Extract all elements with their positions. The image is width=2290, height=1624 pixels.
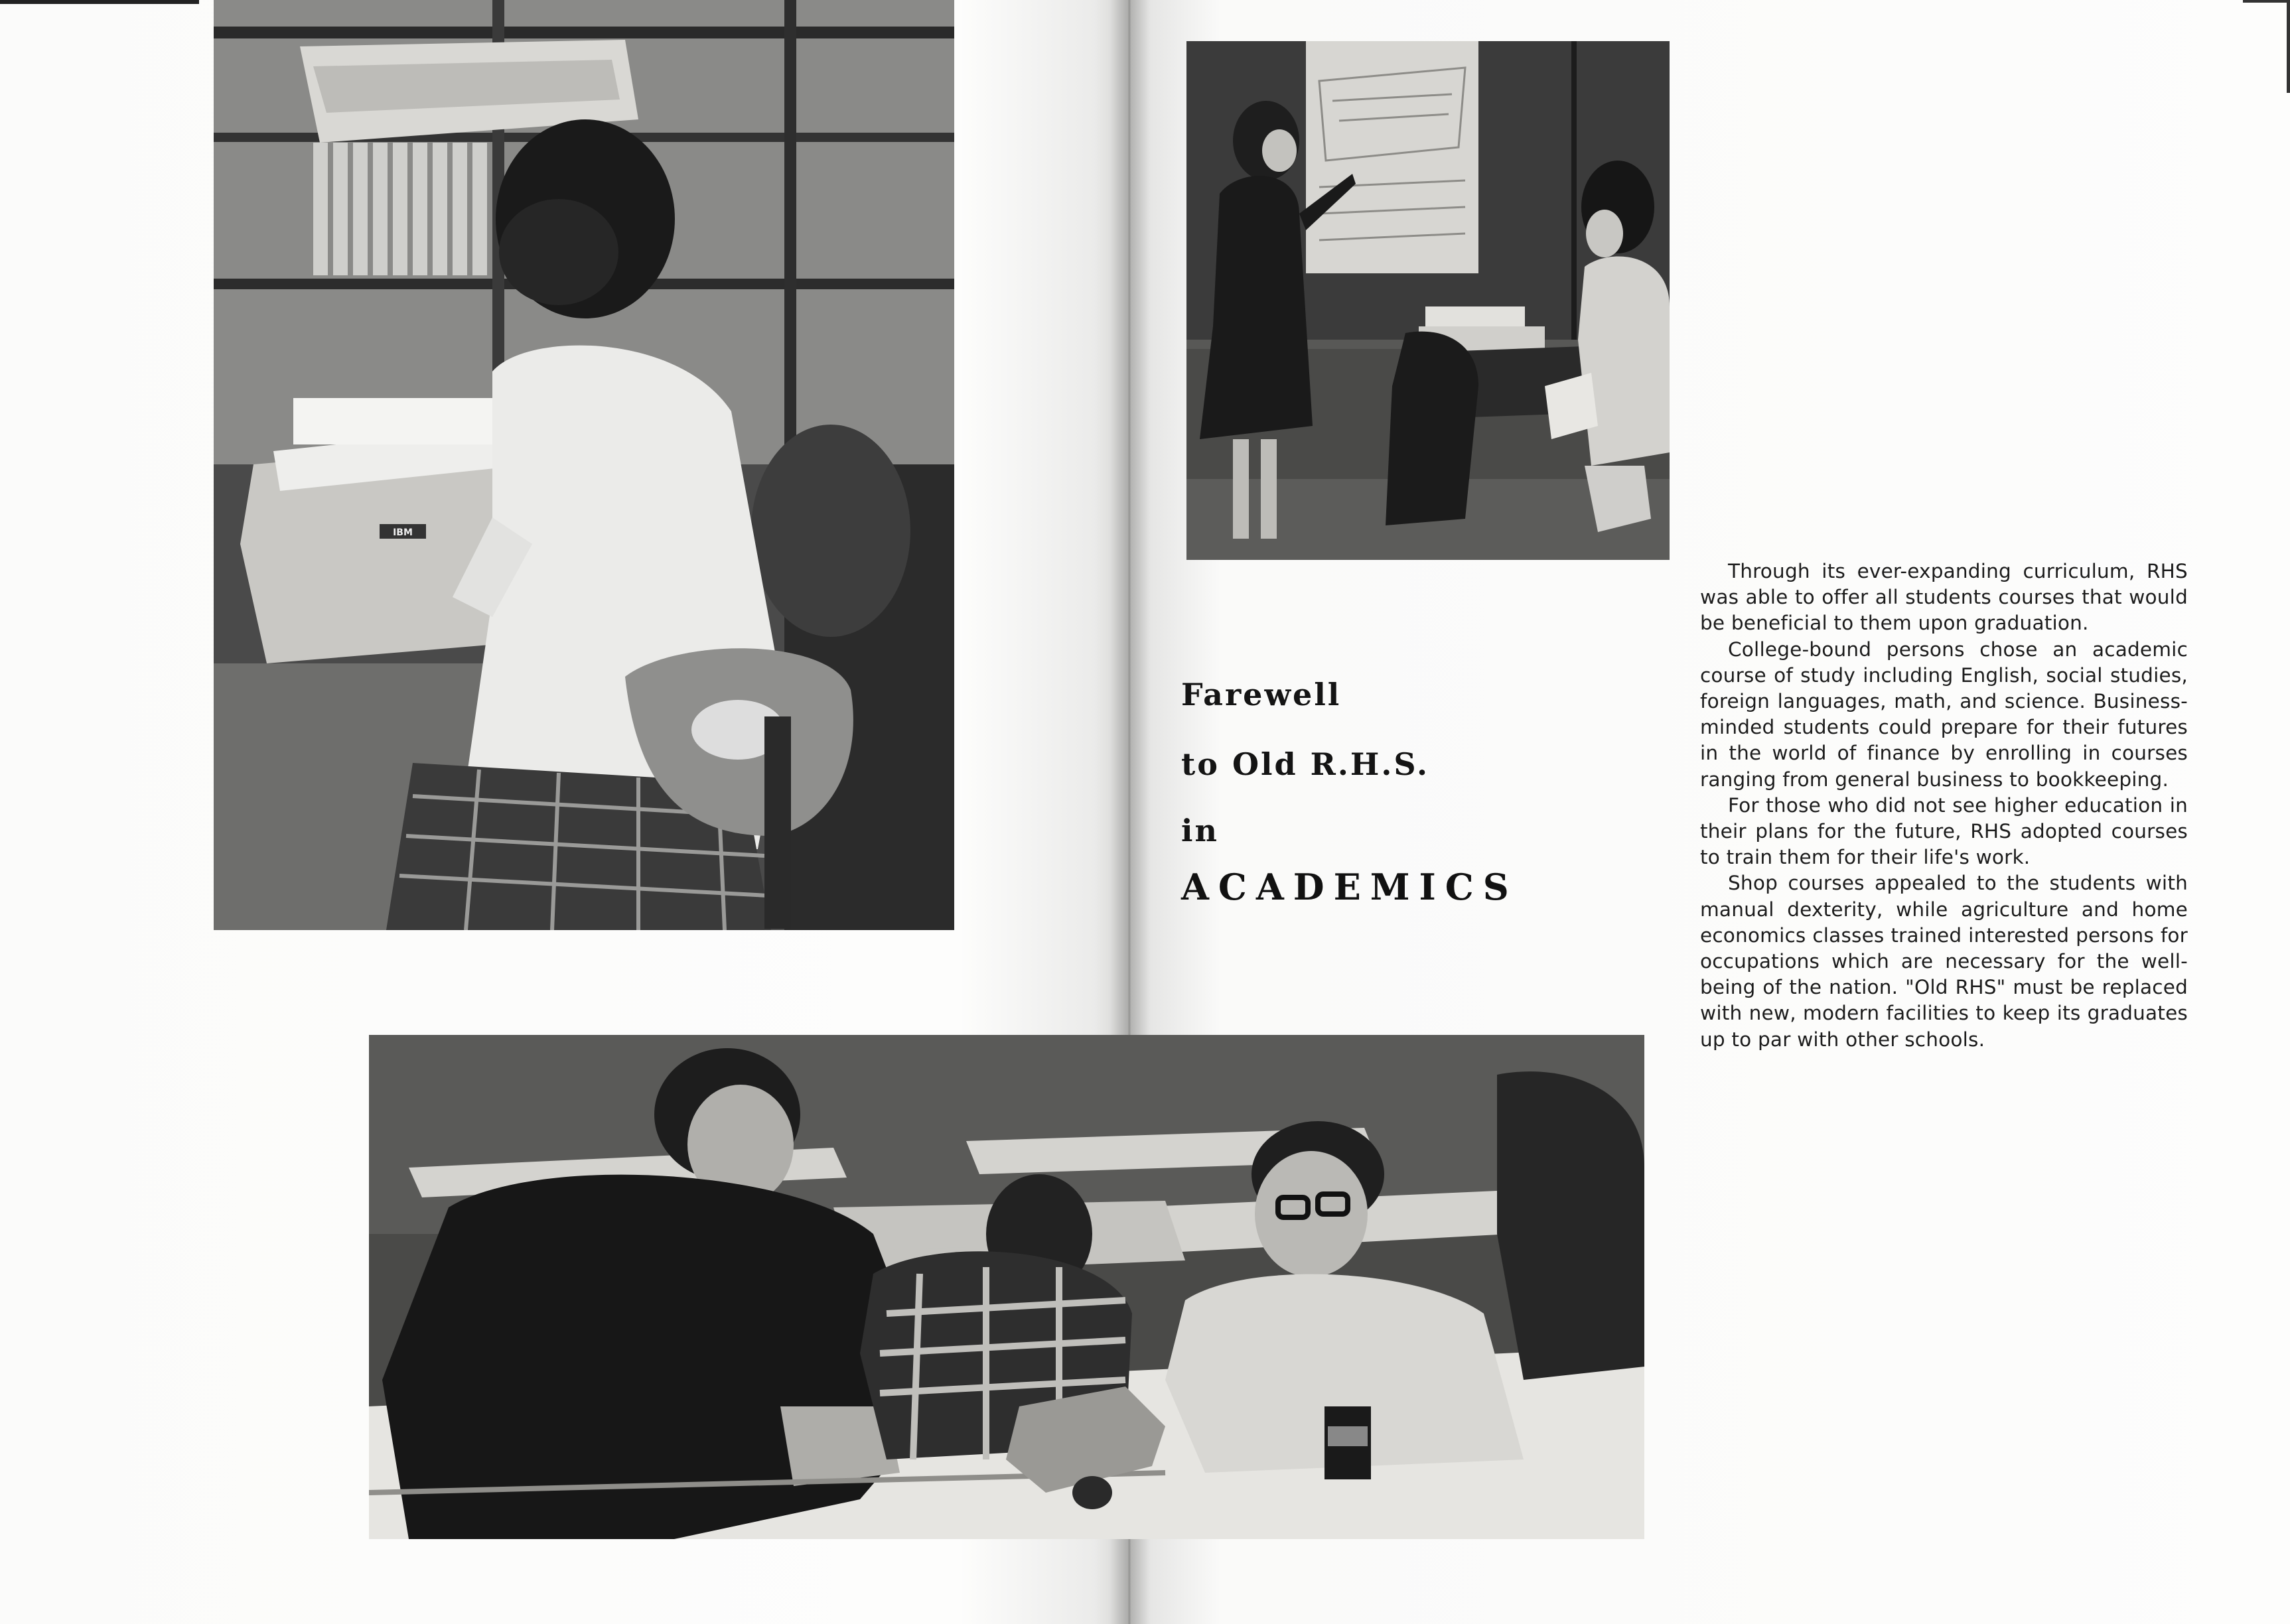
heading-line-farewell: Farewell: [1181, 677, 1342, 712]
body-text: [1700, 559, 2188, 1053]
page-edge-left: [0, 0, 199, 4]
photo-typing-student-art: [214, 0, 954, 930]
ibm-label: IBM: [393, 527, 413, 538]
photo-teacher-blackboard: [1186, 41, 1670, 560]
heading-line-old-rhs: to Old R.H.S.: [1181, 746, 1429, 782]
photo-teacher-blackboard-art: [1186, 41, 1670, 560]
photo-typing-student: [214, 0, 954, 930]
paragraph: Through its ever-expanding curriculum, RHS was able to offer all students courses that would be beneficial to them upon graduation.: [1700, 560, 2188, 635]
photo-shop-class: [369, 1035, 1644, 1539]
heading-line-in: in: [1181, 813, 1219, 848]
paragraph: Shop courses appealed to the students with manual dexterity, while agriculture and home economics classes trained interested persons for occupations which are necessary for the well-being of the nation. "Old RHS" must be replaced with new, modern facilities to keep its graduates up to par with other schools.: [1700, 872, 2188, 1051]
photo-shop-class-art: [369, 1035, 1644, 1539]
paragraph: College-bound persons chose an academic course of study including English, social studies, foreign languages, math, and science. Business-minded students could prepare for their futures in the world of finance by enrolling in courses ranging from general business to bookkeeping.: [1700, 638, 2188, 791]
page-edge-right: [2243, 0, 2290, 3]
heading-academics: ACADEMICS: [1181, 866, 1518, 908]
page-edge-right-side: [2287, 0, 2290, 93]
paragraph: For those who did not see higher education in their plans for the future, RHS adopted courses to train them for their life's work.: [1700, 793, 2188, 869]
